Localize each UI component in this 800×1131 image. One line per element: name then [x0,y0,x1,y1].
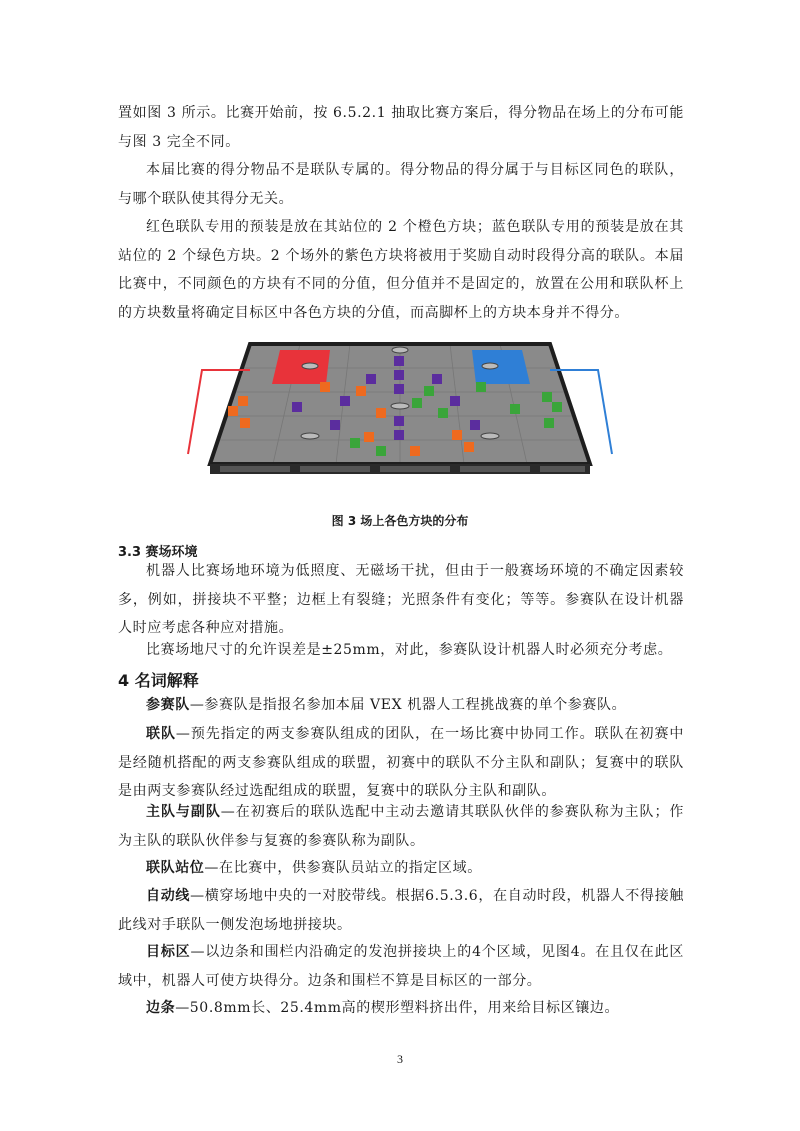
term-label: 联队 [146,726,176,742]
term-label: 参赛队 [146,697,190,713]
term-definition: —预先指定的两支参赛队组成的团队，在一场比赛中协同工作。联队在初赛中是经随机搭配的两支参赛队组成的联盟，初赛中的联队不分主队和副队；复赛中的联队是由两支参赛队经过选配组成的联盟，复赛中的联队分主队和副队。 [118,726,685,799]
term-label: 目标区 [146,944,191,960]
term-label: 边条 [146,1000,176,1016]
term-label: 自动线 [146,888,191,904]
paragraph-scoring-ownership: 本届比赛的得分物品不是联队专属的。得分物品的得分属于与目标区同色的联队，与哪个联队使其得分无关。 [118,162,684,207]
section-heading-4: 4 名词解释 [118,671,199,690]
definition-team [118,691,684,720]
term-definition: —横穿场地中央的一对胶带线。根据6.5.3.6，在自动时段，机器人不得接触此线对手联队一侧发泡场地拼接块。 [118,888,684,933]
term-definition: —在初赛后的联队选配中主动去邀请其联队伙伴的参赛队称为主队；作为主队的联队伙伴参与复赛的参赛队称为副队。 [118,804,684,849]
term-label: 主队与副队 [146,804,221,820]
definition-captain-partner [118,798,684,855]
definition-alliance-station [118,854,684,883]
page-number: 3 [397,1052,403,1066]
field-figure [180,336,620,496]
section-heading-3-3: 3.3 赛场环境 [118,545,198,560]
term-definition: —参赛队是指报名参加本届 VEX 机器人工程挑战赛的单个参赛队。 [189,697,627,713]
term-definition: —50.8mm长、25.4mm高的楔形塑料挤出件，用来给目标区镶边。 [175,1000,620,1016]
blue-goal-zone [472,350,530,384]
paragraph-dimension-tolerance: 比赛场地尺寸的允许误差是±25mm，对此，参赛队设计机器人时必须充分考虑。 [146,642,673,658]
definition-alliance [118,720,684,806]
definition-autonomous-line [118,882,684,939]
figure-caption: 图 3 场上各色方块的分布 [331,514,469,528]
red-goal-zone [272,350,330,384]
definition-edge-strip [118,994,684,1023]
paragraph-intro-continued: 置如图 3 所示。比赛开始前，按 6.5.2.1 抽取比赛方案后，得分物品在场上的分布可能与图 3 完全不同。 [118,105,684,150]
paragraph-preload-cubes: 红色联队专用的预装是放在其站位的 2 个橙色方块；蓝色联队专用的预装是放在其站位的 2 个绿色方块。2 个场外的紫色方块将被用于奖励自动时段得分高的联队。本届比赛中，不同颜色的方块有不同的分值，但分值并不是固定的，放置在公用和联队杯上的方块数量将确定目标区中各色方块的分值，而高脚杯上的方块本身并不得分。 [118,219,684,321]
definition-goal-zone [118,938,684,995]
term-label: 联队站位 [146,860,205,876]
term-definition: —以边条和围栏内沿确定的发泡拼接块上的4个区域，见图4。在且仅在此区域中，机器人可使方块得分。边条和围栏不算是目标区的一部分。 [118,944,684,989]
term-definition: —在比赛中，供参赛队员站立的指定区域。 [204,860,482,876]
paragraph-venue-environment: 机器人比赛场地环境为低照度、无磁场干扰，但由于一般赛场环境的不确定因素较多，例如，拼接块不平整；边框上有裂缝；光照条件有变化；等等。参赛队在设计机器人时应考虑各种应对措施。 [118,563,684,636]
